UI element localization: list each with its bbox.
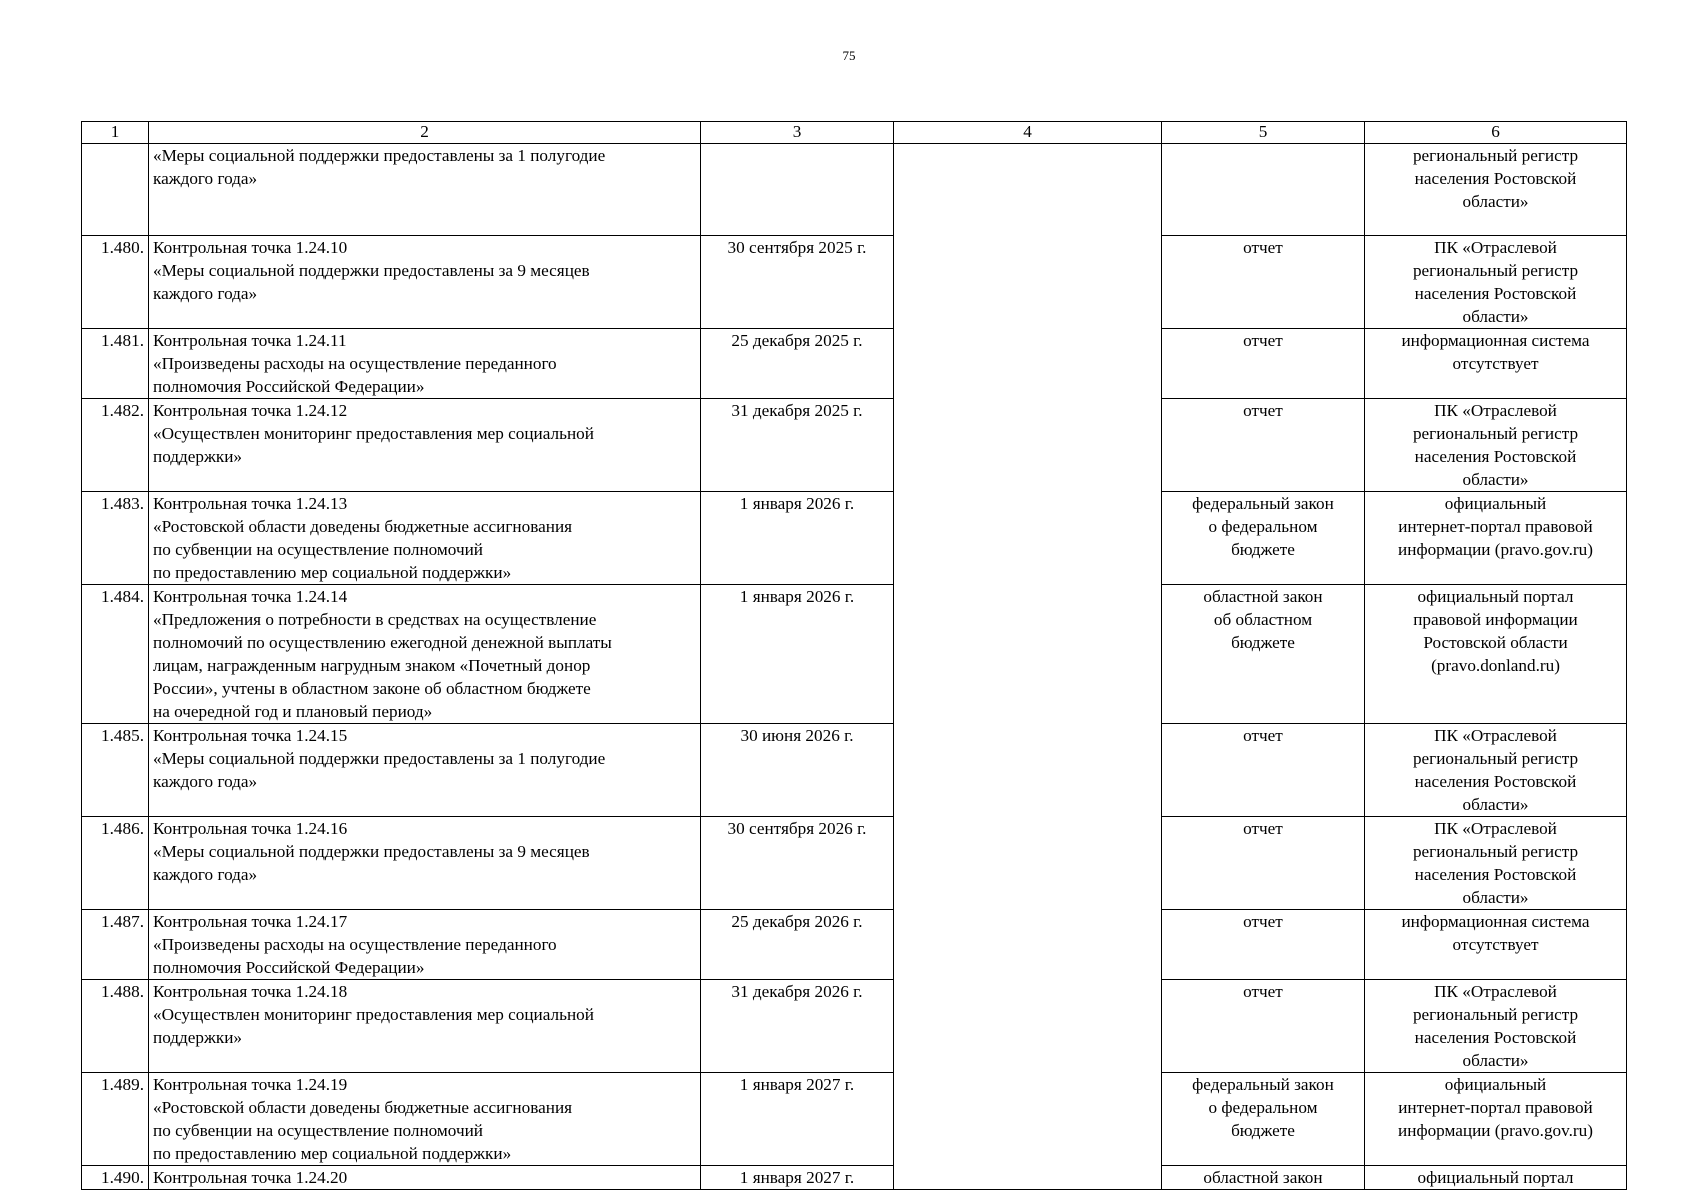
header-col-6: 6 <box>1365 122 1627 144</box>
header-col-5: 5 <box>1162 122 1365 144</box>
system-line: интернет-портал правовой <box>1398 1098 1593 1117</box>
system-line: населения Ростовской <box>1414 865 1577 884</box>
header-col-3: 3 <box>701 122 894 144</box>
description-line: «Ростовской области доведены бюджетные ассигнования <box>153 517 573 536</box>
confirming-document <box>1162 236 1365 329</box>
description-line: Контрольная точка 1.24.16 <box>153 819 348 838</box>
system-line: области» <box>1462 1051 1529 1070</box>
description-line: каждого года» <box>153 169 258 188</box>
document-line: отчет <box>1243 401 1283 420</box>
system-line: официальный <box>1444 494 1547 513</box>
system-line: информационная система <box>1401 912 1590 931</box>
information-system <box>1365 980 1627 1073</box>
description-line: Контрольная точка 1.24.12 <box>153 401 348 420</box>
description-line: каждого года» <box>153 284 258 303</box>
table-row <box>82 910 1627 980</box>
description-line: Контрольная точка 1.24.20 <box>153 1168 348 1187</box>
description-line: Контрольная точка 1.24.10 <box>153 238 348 257</box>
description-line: «Осуществлен мониторинг предоставления мер социальной <box>153 424 594 443</box>
confirming-document <box>1162 724 1365 817</box>
system-line: области» <box>1462 888 1529 907</box>
control-point-date: 25 декабря 2026 г. <box>701 910 894 980</box>
description-line: «Меры социальной поддержки предоставлены за 1 полугодие <box>153 749 606 768</box>
document-line: бюджете <box>1231 633 1295 652</box>
system-line: официальный портал <box>1417 1168 1574 1187</box>
description-line: по субвенции на осуществление полномочий <box>153 1121 483 1140</box>
system-line: интернет-портал правовой <box>1398 517 1593 536</box>
table-row <box>82 817 1627 910</box>
document-line: бюджете <box>1231 540 1295 559</box>
control-point-date: 1 января 2026 г. <box>701 585 894 724</box>
description-line: каждого года» <box>153 772 258 791</box>
system-line: населения Ростовской <box>1414 447 1577 466</box>
system-line: региональный регистр <box>1412 749 1579 768</box>
system-line: официальный <box>1444 1075 1547 1094</box>
row-number: 1.486. <box>82 817 149 910</box>
row-number: 1.480. <box>82 236 149 329</box>
information-system <box>1365 1073 1627 1166</box>
system-line: области» <box>1462 192 1529 211</box>
system-line: правовой информации <box>1413 610 1578 629</box>
information-system <box>1365 236 1627 329</box>
row-number: 1.484. <box>82 585 149 724</box>
control-point-description <box>149 399 701 492</box>
row-number: 1.488. <box>82 980 149 1073</box>
description-line: Контрольная точка 1.24.18 <box>153 982 348 1001</box>
system-line: области» <box>1462 470 1529 489</box>
information-system <box>1365 1166 1627 1190</box>
description-line: Контрольная точка 1.24.13 <box>153 494 348 513</box>
information-system <box>1365 329 1627 399</box>
system-line: населения Ростовской <box>1414 1028 1577 1047</box>
description-line: «Предложения о потребности в средствах на осуществление <box>153 610 597 629</box>
control-point-description <box>149 492 701 585</box>
control-points-table <box>81 121 1627 1190</box>
control-point-date: 31 декабря 2025 г. <box>701 399 894 492</box>
document-line: отчет <box>1243 982 1283 1001</box>
system-line: отсутствует <box>1452 354 1539 373</box>
information-system <box>1365 585 1627 724</box>
document-line: отчет <box>1243 726 1283 745</box>
system-line: ПК «Отраслевой <box>1434 238 1557 257</box>
control-point-date: 31 декабря 2026 г. <box>701 980 894 1073</box>
description-line: Контрольная точка 1.24.11 <box>153 331 347 350</box>
description-line: каждого года» <box>153 865 258 884</box>
system-line: информации (pravo.gov.ru) <box>1398 540 1593 559</box>
table-body <box>82 144 1627 1190</box>
system-line: ПК «Отраслевой <box>1434 819 1557 838</box>
description-line: Контрольная точка 1.24.19 <box>153 1075 348 1094</box>
description-line: России», учтены в областном законе об областном бюджете <box>153 679 591 698</box>
description-line: по субвенции на осуществление полномочий <box>153 540 483 559</box>
header-row <box>82 122 1627 144</box>
document-line: о федеральном <box>1208 517 1318 536</box>
confirming-document <box>1162 1073 1365 1166</box>
table-row <box>82 1166 1627 1190</box>
description-line: по предоставлению мер социальной поддержки» <box>153 563 512 582</box>
control-point-description <box>149 817 701 910</box>
information-system <box>1365 910 1627 980</box>
table-row <box>82 980 1627 1073</box>
description-line: на очередной год и плановый период» <box>153 702 433 721</box>
table-row <box>82 585 1627 724</box>
control-point-description <box>149 144 701 236</box>
control-point-date: 25 декабря 2025 г. <box>701 329 894 399</box>
system-line: официальный портал <box>1417 587 1574 606</box>
row-number: 1.487. <box>82 910 149 980</box>
system-line: населения Ростовской <box>1414 284 1577 303</box>
document-line: отчет <box>1243 912 1283 931</box>
table-row <box>82 329 1627 399</box>
system-line: области» <box>1462 795 1529 814</box>
system-line: ПК «Отраслевой <box>1434 401 1557 420</box>
description-line: «Меры социальной поддержки предоставлены за 9 месяцев <box>153 842 590 861</box>
description-line: поддержки» <box>153 447 243 466</box>
row-number: 1.482. <box>82 399 149 492</box>
system-line: отсутствует <box>1452 935 1539 954</box>
description-line: лицам, награжденным нагрудным знаком «Почетный донор <box>153 656 591 675</box>
confirming-document <box>1162 399 1365 492</box>
description-line: «Меры социальной поддержки предоставлены за 9 месяцев <box>153 261 590 280</box>
document-line: областной закон <box>1203 1168 1323 1187</box>
control-point-date: 1 января 2026 г. <box>701 492 894 585</box>
document-line: отчет <box>1243 238 1283 257</box>
confirming-document <box>1162 585 1365 724</box>
system-line: населения Ростовской <box>1414 169 1577 188</box>
control-point-description <box>149 585 701 724</box>
system-line: региональный регистр <box>1412 261 1579 280</box>
description-line: «Ростовской области доведены бюджетные ассигнования <box>153 1098 573 1117</box>
information-system <box>1365 724 1627 817</box>
table-row <box>82 144 1627 236</box>
control-point-description <box>149 910 701 980</box>
table-row <box>82 1073 1627 1166</box>
document-line: федеральный закон <box>1192 494 1334 513</box>
description-line: полномочия Российской Федерации» <box>153 377 425 396</box>
confirming-document <box>1162 1166 1365 1190</box>
row-number <box>82 144 149 236</box>
control-point-date <box>701 144 894 236</box>
system-line: информации (pravo.gov.ru) <box>1398 1121 1593 1140</box>
description-line: «Меры социальной поддержки предоставлены за 1 полугодие <box>153 146 606 165</box>
document-line: областной закон <box>1203 587 1323 606</box>
header-col-4: 4 <box>894 122 1162 144</box>
description-line: Контрольная точка 1.24.14 <box>153 587 348 606</box>
row-number: 1.489. <box>82 1073 149 1166</box>
page-number: 75 <box>842 48 856 63</box>
confirming-document <box>1162 817 1365 910</box>
information-system <box>1365 817 1627 910</box>
confirming-document <box>1162 910 1365 980</box>
system-line: Ростовской области <box>1423 633 1568 652</box>
description-line: Контрольная точка 1.24.15 <box>153 726 348 745</box>
document-line: отчет <box>1243 331 1283 350</box>
system-line: региональный регистр <box>1412 424 1579 443</box>
description-line: полномочия Российской Федерации» <box>153 958 425 977</box>
description-line: по предоставлению мер социальной поддержки» <box>153 1144 512 1163</box>
description-line: «Произведены расходы на осуществление переданного <box>153 354 557 373</box>
confirming-document <box>1162 492 1365 585</box>
table-row <box>82 492 1627 585</box>
header-col-1: 1 <box>82 122 149 144</box>
information-system <box>1365 492 1627 585</box>
document-line: бюджете <box>1231 1121 1295 1140</box>
system-line: региональный регистр <box>1412 842 1579 861</box>
system-line: информационная система <box>1401 331 1590 350</box>
document-line: о федеральном <box>1208 1098 1318 1117</box>
control-point-description <box>149 980 701 1073</box>
description-line: «Осуществлен мониторинг предоставления мер социальной <box>153 1005 594 1024</box>
table-header <box>82 122 1627 144</box>
document-line: федеральный закон <box>1192 1075 1334 1094</box>
control-point-description <box>149 1166 701 1190</box>
control-point-date: 1 января 2027 г. <box>701 1073 894 1166</box>
control-point-date: 30 июня 2026 г. <box>701 724 894 817</box>
information-system <box>1365 144 1627 236</box>
row-number: 1.483. <box>82 492 149 585</box>
description-line: «Произведены расходы на осуществление переданного <box>153 935 557 954</box>
row-number: 1.490. <box>82 1166 149 1190</box>
control-point-date: 1 января 2027 г. <box>701 1166 894 1190</box>
header-col-2: 2 <box>149 122 701 144</box>
control-point-description <box>149 724 701 817</box>
row-number: 1.485. <box>82 724 149 817</box>
table-row <box>82 399 1627 492</box>
control-point-date: 30 сентября 2025 г. <box>701 236 894 329</box>
system-line: региональный регистр <box>1412 146 1579 165</box>
description-line: полномочий по осуществлению ежегодной денежной выплаты <box>153 633 612 652</box>
system-line: ПК «Отраслевой <box>1434 982 1557 1001</box>
table-row <box>82 724 1627 817</box>
system-line: ПК «Отраслевой <box>1434 726 1557 745</box>
system-line: населения Ростовской <box>1414 772 1577 791</box>
control-point-description <box>149 329 701 399</box>
information-system <box>1365 399 1627 492</box>
description-line: Контрольная точка 1.24.17 <box>153 912 348 931</box>
row-number: 1.481. <box>82 329 149 399</box>
responsible-column <box>894 144 1162 1190</box>
control-point-description <box>149 236 701 329</box>
system-line: области» <box>1462 307 1529 326</box>
system-line: (pravo.donland.ru) <box>1431 656 1560 675</box>
control-point-description <box>149 1073 701 1166</box>
confirming-document <box>1162 980 1365 1073</box>
confirming-document <box>1162 329 1365 399</box>
document-line: об областном <box>1213 610 1313 629</box>
system-line: региональный регистр <box>1412 1005 1579 1024</box>
confirming-document <box>1162 144 1365 236</box>
table-row <box>82 236 1627 329</box>
description-line: поддержки» <box>153 1028 243 1047</box>
document-line: отчет <box>1243 819 1283 838</box>
control-point-date: 30 сентября 2026 г. <box>701 817 894 910</box>
